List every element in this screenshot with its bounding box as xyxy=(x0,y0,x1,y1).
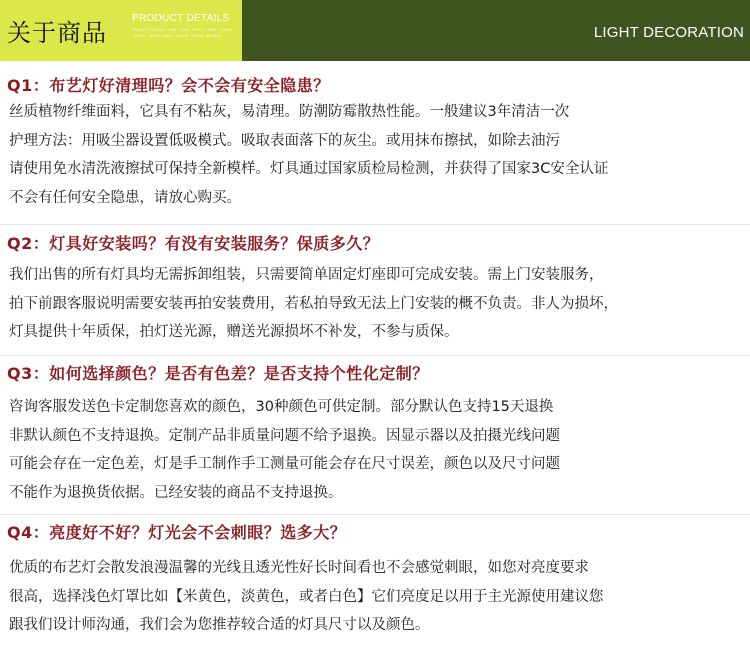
faq-question-4: Q4：亮度好不好？灯光会不会刺眼？选多大？ xyxy=(7,523,347,542)
faq-question-1: Q1：布艺灯好清理吗？会不会有安全隐患？ xyxy=(7,76,330,95)
header-subtitle-block xyxy=(132,13,240,39)
divider xyxy=(0,355,750,356)
header-title: 关于商品 xyxy=(7,19,107,47)
header-subtitle: PRODUCT DETAILS xyxy=(132,13,230,24)
answer-line: 不会有任何安全隐患，请放心购买。 xyxy=(9,189,241,206)
header-left-panel xyxy=(0,0,242,61)
faq-answer-4 xyxy=(9,554,744,640)
header-subtitle-fine: PRODUCT DETAILS · CAN · TONE · STYLE · TYPE · CLEAN · STYLE · DETAIL · SIZE · COLOR · DETAIL · REVIEW xyxy=(132,28,232,38)
answer-line: 非默认颜色不支持退换。定制产品非质量问题不给予退换。因显示器以及拍摄光线问题 xyxy=(9,427,560,444)
answer-line: 灯具提供十年质保，拍灯送光源，赠送光源损坏不补发，不参与质保。 xyxy=(9,324,459,340)
answer-line: 不能作为退换货依据。已经安装的商品不支持退换。 xyxy=(9,484,343,501)
answer-line: 跟我们设计师沟通，我们会为您推荐较合适的灯具尺寸以及颜色。 xyxy=(9,617,430,633)
faq-answer-2 xyxy=(9,261,744,347)
faq-question-2: Q2：灯具好安装吗？有没有安装服务？保质多久？ xyxy=(7,234,380,253)
faq-question-3: Q3：如何选择颜色？是否有色差？是否支持个性化定制？ xyxy=(7,364,429,383)
divider xyxy=(0,514,750,515)
answer-line: 我们出售的所有灯具均无需拆卸组装，只需要简单固定灯座即可完成安装。需上门安装服务， xyxy=(9,267,604,283)
answer-line: 请使用免水清洗液擦拭可保持全新模样。灯具通过国家质检局检测，并获得了国家3C安全认证 xyxy=(9,161,609,177)
answer-line: 咨询客服发送色卡定制您喜欢的颜色，30种颜色可供定制。部分默认色支持15天退换 xyxy=(9,399,554,415)
faq-answer-3 xyxy=(9,393,744,507)
answer-line: 护理方法：用吸尘器设置低吸模式。吸取表面落下的灰尘。或用抹布擦拭，如除去油污 xyxy=(9,132,560,149)
header-right-label: LIGHT DECORATION xyxy=(593,24,744,41)
header-right-panel xyxy=(242,0,750,61)
divider xyxy=(0,224,750,225)
header-banner xyxy=(0,0,750,61)
faq-answer-1 xyxy=(9,98,744,212)
answer-line: 很高，选择浅色灯罩比如【米黄色，淡黄色，或者白色】它们亮度足以用于主光源使用建议您 xyxy=(9,588,604,605)
answer-line: 拍下前跟客服说明需要安装再拍安装费用，若私拍导致无法上门安装的概不负责。非人为损坏， xyxy=(9,295,618,312)
answer-line: 优质的布艺灯会散发浪漫温馨的光线且透光性好长时间看也不会感觉刺眼，如您对亮度要求 xyxy=(9,560,589,576)
answer-line: 丝质植物纤维面料，它具有不粘灰，易清理。防潮防霉散热性能。一般建议3年清洁一次 xyxy=(9,104,570,120)
answer-line: 可能会存在一定色差，灯是手工制作手工测量可能会存在尺寸误差，颜色以及尺寸问题 xyxy=(9,456,560,472)
